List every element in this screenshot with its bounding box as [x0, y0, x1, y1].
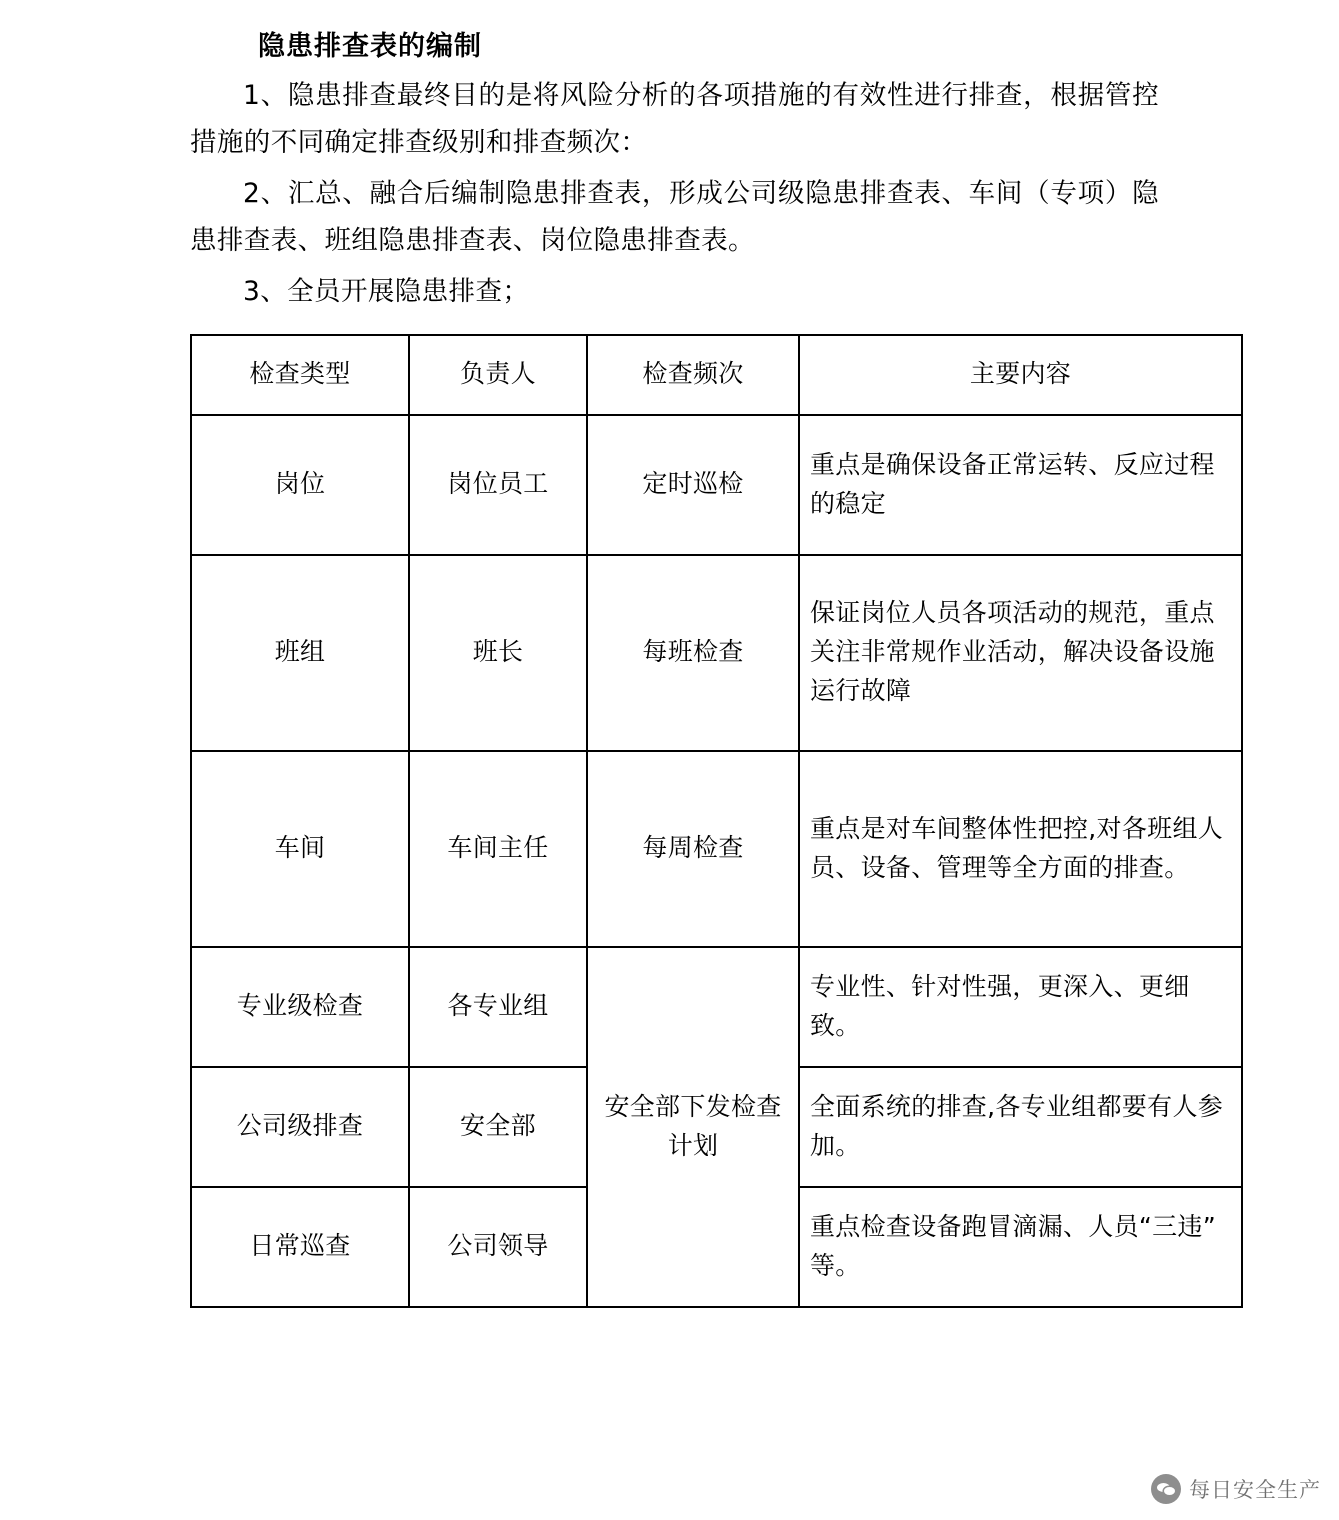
header-frequency: 检查频次	[587, 335, 799, 415]
table-row	[191, 751, 1242, 947]
wechat-icon	[1151, 1474, 1181, 1504]
cell-person: 班长	[409, 555, 587, 751]
cell-frequency: 安全部下发检查计划	[587, 947, 799, 1307]
cell-person: 公司领导	[409, 1187, 587, 1307]
cell-content: 重点是对车间整体性把控,对各班组人员、设备、管理等全方面的排查。	[799, 751, 1242, 947]
cell-person: 安全部	[409, 1067, 587, 1187]
page-title: 隐患排查表的编制	[258, 31, 482, 62]
watermark	[1151, 1474, 1321, 1504]
paragraph-1: 1、隐患排查最终目的是将风险分析的各项措施的有效性进行排查，根据管控措施的不同确定排查级别和排查频次：	[190, 79, 1159, 158]
cell-content: 全面系统的排查,各专业组都要有人参加。	[799, 1067, 1242, 1187]
cell-frequency: 每班检查	[587, 555, 799, 751]
cell-content: 重点是确保设备正常运转、反应过程的稳定	[799, 415, 1242, 555]
cell-content: 重点检查设备跑冒滴漏、人员“三违”等。	[799, 1187, 1242, 1307]
cell-person: 各专业组	[409, 947, 587, 1067]
header-content: 主要内容	[799, 335, 1242, 415]
cell-frequency: 每周检查	[587, 751, 799, 947]
table-row	[191, 415, 1242, 555]
cell-person: 车间主任	[409, 751, 587, 947]
paragraph-2: 2、汇总、融合后编制隐患排查表，形成公司级隐患排查表、车间（专项）隐患排查表、班组隐患排查表、岗位隐患排查表。	[190, 178, 1159, 257]
cell-content: 专业性、针对性强，更深入、更细致。	[799, 947, 1242, 1067]
table-row	[191, 555, 1242, 751]
watermark-label: 每日安全生产	[1189, 1478, 1321, 1502]
table-header-row	[191, 335, 1242, 415]
cell-content: 保证岗位人员各项活动的规范，重点关注非常规作业活动，解决设备设施运行故障	[799, 555, 1242, 751]
header-check-type: 检查类型	[191, 335, 409, 415]
cell-check-type: 班组	[191, 555, 409, 751]
table-row	[191, 947, 1242, 1067]
cell-check-type: 公司级排查	[191, 1067, 409, 1187]
paragraph-3: 3、全员开展隐患排查；	[243, 276, 530, 308]
inspection-table	[190, 334, 1243, 1308]
cell-person: 岗位员工	[409, 415, 587, 555]
cell-check-type: 专业级检查	[191, 947, 409, 1067]
cell-frequency: 定时巡检	[587, 415, 799, 555]
header-person: 负责人	[409, 335, 587, 415]
cell-check-type: 日常巡查	[191, 1187, 409, 1307]
cell-check-type: 岗位	[191, 415, 409, 555]
cell-check-type: 车间	[191, 751, 409, 947]
